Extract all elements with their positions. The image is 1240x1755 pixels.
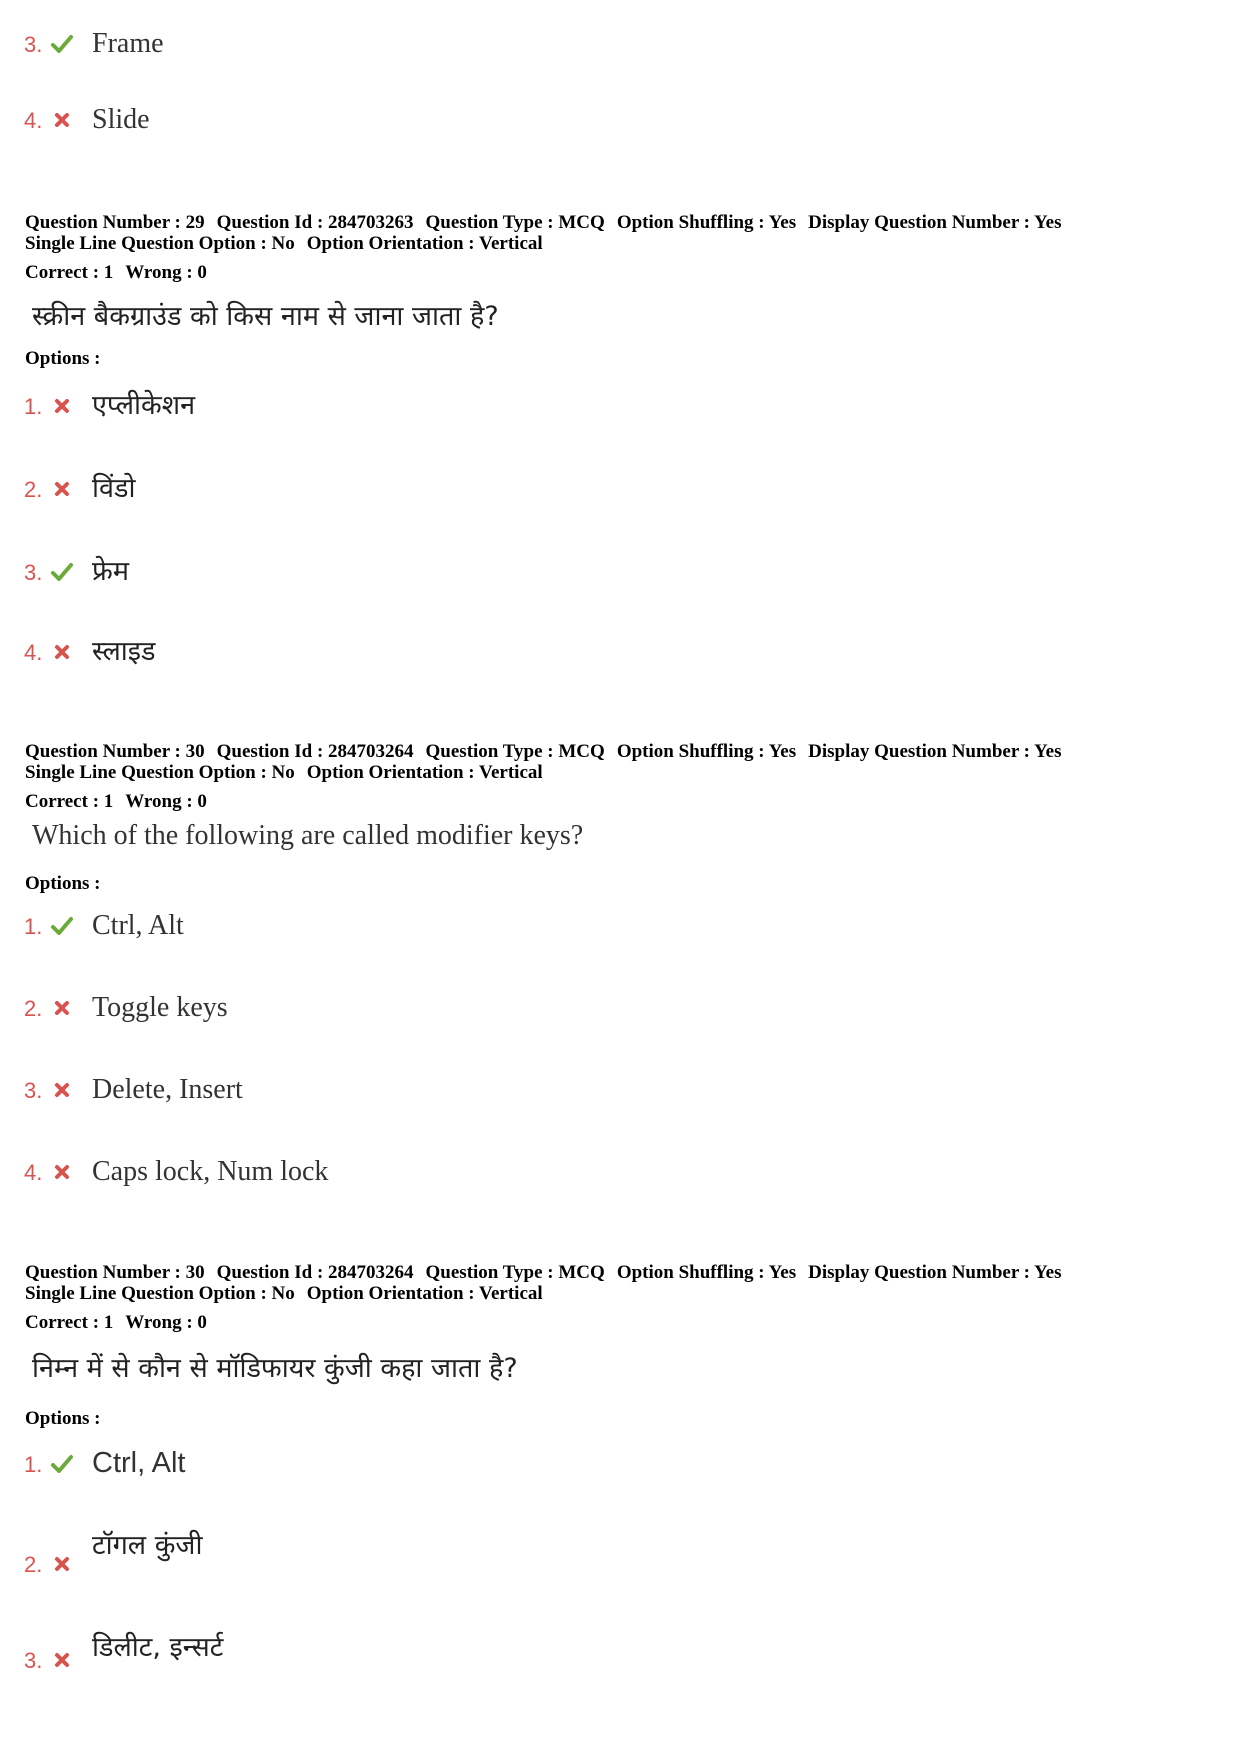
option-text: Ctrl, Alt: [92, 1447, 186, 1479]
option-text: फ्रेम: [92, 556, 129, 587]
option-1: [24, 382, 724, 422]
option-text: एप्लीकेशन: [92, 390, 196, 421]
option-number: 3.: [24, 1078, 43, 1103]
option-text: डिलीट, इन्सर्ट: [92, 1632, 224, 1663]
option-1: [24, 902, 724, 942]
cross-icon: [50, 394, 74, 418]
cross-icon: [50, 108, 74, 132]
option-number: 1.: [24, 1452, 43, 1477]
check-icon: [50, 1452, 74, 1476]
cross-icon: [50, 477, 74, 501]
cross-icon: [50, 1160, 74, 1184]
question-text: निम्न में से कौन से मॉडिफायर कुंजी कहा जाता है?: [32, 1353, 518, 1384]
option-4: [24, 1148, 724, 1188]
options-label: Options :: [25, 348, 101, 369]
marks-info: Correct : 1 Wrong : 0: [25, 791, 207, 812]
option-number: 4.: [24, 1160, 43, 1185]
cross-icon: [50, 996, 74, 1020]
marks-info: Correct : 1 Wrong : 0: [25, 262, 207, 283]
cross-icon: [50, 1552, 74, 1576]
option-3: [24, 1066, 724, 1106]
option-2: [24, 984, 724, 1024]
option-text: टॉगल कुंजी: [92, 1530, 203, 1561]
option-number: 3.: [24, 32, 43, 57]
check-icon: [50, 914, 74, 938]
option-number: 2.: [24, 996, 43, 1021]
carryover-option-3: [24, 20, 724, 60]
check-icon: [50, 560, 74, 584]
option-number: 3.: [24, 560, 43, 585]
option-text: Caps lock, Num lock: [92, 1156, 329, 1187]
option-number: 4.: [24, 640, 43, 665]
question-meta: Question Number : 30 Question Id : 284703264 Question Type : MCQ Option Shuffling : Yes Display Question Number : Yes Single Line Question Option : No Option Orientation : Vertical: [25, 1262, 1062, 1304]
option-text: Frame: [92, 28, 164, 59]
question-meta: Question Number : 29 Question Id : 284703263 Question Type : MCQ Option Shuffling : Yes Display Question Number : Yes Single Line Question Option : No Option Orientation : Vertical: [25, 212, 1062, 254]
option-text: Delete, Insert: [92, 1074, 243, 1105]
carryover-option-4: [24, 96, 724, 136]
question-text: स्क्रीन बैकग्राउंड को किस नाम से जाना जाता है?: [32, 301, 499, 332]
option-number: 1.: [24, 914, 43, 939]
cross-icon: [50, 1078, 74, 1102]
question-meta: Question Number : 30 Question Id : 284703264 Question Type : MCQ Option Shuffling : Yes Display Question Number : Yes Single Line Question Option : No Option Orientation : Vertical: [25, 741, 1062, 783]
option-text: विंडो: [92, 473, 136, 504]
option-text: स्लाइड: [92, 636, 156, 667]
cross-icon: [50, 640, 74, 664]
option-text: Ctrl, Alt: [92, 910, 184, 941]
cross-icon: [50, 1648, 74, 1672]
options-label: Options :: [25, 1408, 101, 1429]
marks-info: Correct : 1 Wrong : 0: [25, 1312, 207, 1333]
option-number: 1.: [24, 394, 43, 419]
option-1: [24, 1440, 724, 1480]
option-number: 2.: [24, 1552, 43, 1577]
option-number: 4.: [24, 108, 43, 133]
option-4: [24, 628, 724, 668]
option-3: [24, 548, 724, 588]
question-text: Which of the following are called modifier keys?: [32, 820, 584, 851]
option-number: 2.: [24, 477, 43, 502]
options-label: Options :: [25, 873, 101, 894]
option-text: Toggle keys: [92, 992, 228, 1023]
option-text: Slide: [92, 104, 150, 135]
check-icon: [50, 32, 74, 56]
option-3: [24, 1632, 724, 1676]
option-2: [24, 465, 724, 505]
option-2: [24, 1530, 724, 1580]
option-number: 3.: [24, 1648, 43, 1673]
